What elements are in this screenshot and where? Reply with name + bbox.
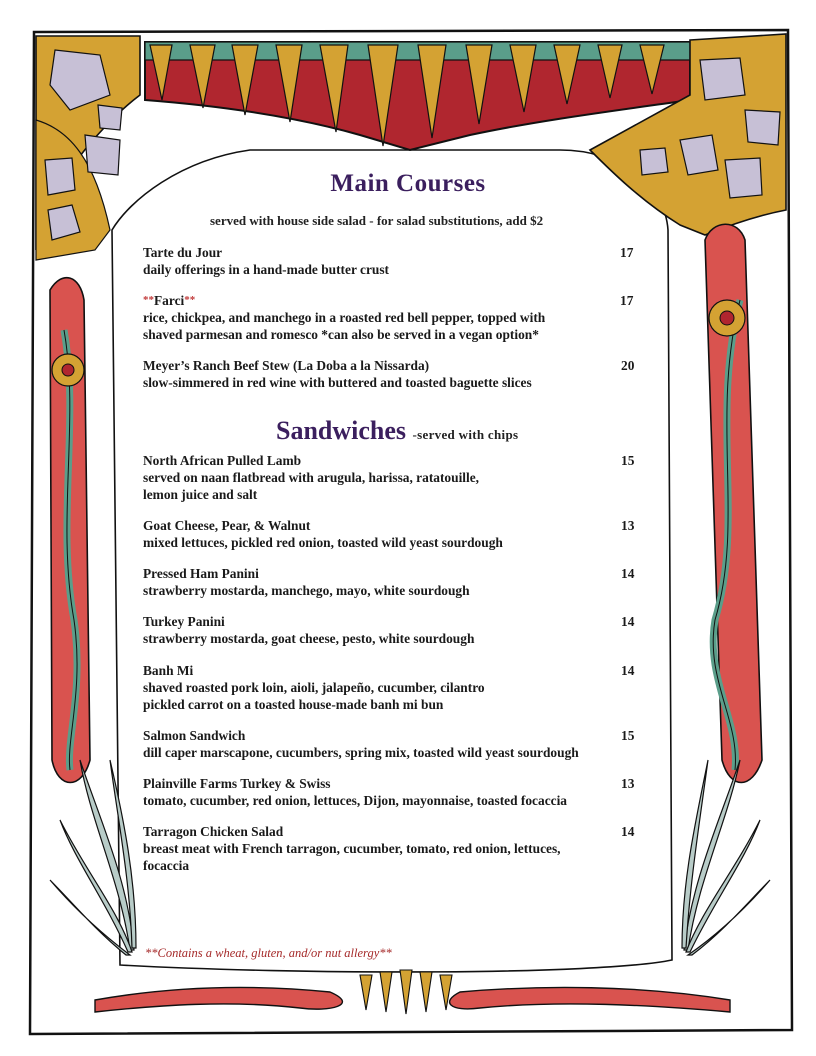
item-name: Plainville Farms Turkey & Swiss — [143, 776, 331, 791]
item-desc: daily offerings in a hand-made butter crust — [143, 262, 390, 277]
menu-item — [143, 823, 638, 874]
main-courses-title: Main Courses — [330, 170, 486, 197]
main-courses-subtitle: served with house side salad - for salad substitutions, add $2 — [210, 213, 544, 228]
menu-item — [143, 662, 638, 713]
menu-item — [143, 727, 653, 761]
item-desc: slow-simmered in red wine with buttered and toasted baguette slices — [143, 375, 532, 390]
item-desc: mixed lettuces, pickled red onion, toasted wild yeast sourdough — [143, 535, 503, 550]
sandwiches-title: Sandwiches — [276, 416, 407, 445]
item-desc: rice, chickpea, and manchego in a roasted red bell pepper, topped with shaved parmesan and romesco *can also be served in a vegan option* — [143, 310, 546, 342]
sandwiches-heading — [276, 416, 518, 446]
menu-item — [143, 452, 638, 503]
sandwiches-note: -served with chips — [412, 427, 519, 442]
item-desc: dill caper marscapone, cucumbers, spring mix, toasted wild yeast sourdough — [143, 745, 579, 760]
item-price: 14 — [621, 614, 635, 629]
item-name: Tarragon Chicken Salad — [143, 824, 284, 839]
menu-item — [143, 357, 638, 391]
item-desc: breast meat with French tarragon, cucumber, tomato, red onion, lettuces, focaccia — [143, 841, 561, 873]
menu-item — [143, 775, 653, 809]
item-price: 15 — [621, 453, 635, 468]
item-price: 17 — [620, 293, 634, 308]
top-banner — [145, 42, 690, 150]
item-price: 14 — [621, 663, 635, 678]
item-price: 15 — [621, 728, 635, 743]
agave-left — [50, 760, 136, 955]
menu-item — [143, 517, 638, 551]
item-name: Salmon Sandwich — [143, 728, 246, 743]
item-price: 14 — [621, 824, 635, 839]
item-price: 17 — [620, 245, 634, 260]
item-desc: strawberry mostarda, goat cheese, pesto, white sourdough — [143, 631, 475, 646]
item-desc: strawberry mostarda, manchego, mayo, white sourdough — [143, 583, 470, 598]
item-name: Tarte du Jour — [143, 245, 223, 260]
menu-item — [143, 244, 638, 278]
item-desc: served on naan flatbread with arugula, harissa, ratatouille, lemon juice and salt — [143, 470, 480, 502]
item-name: Banh Mi — [143, 663, 194, 678]
item-desc: shaved roasted pork loin, aioli, jalapeño, cucumber, cilantro pickled carrot on a toasted house-made banh mi bun — [143, 680, 485, 712]
item-name-row — [143, 292, 638, 309]
item-price: 13 — [621, 776, 635, 791]
item-name: Pressed Ham Panini — [143, 566, 259, 581]
allergy-note: **Contains a wheat, gluten, and/or nut allergy** — [145, 946, 392, 960]
allergy-marker: ** — [184, 294, 196, 306]
item-name: Goat Cheese, Pear, & Walnut — [143, 518, 311, 533]
item-name: Meyer’s Ranch Beef Stew (La Doba a la Nissarda) — [143, 358, 430, 373]
menu-item — [143, 613, 638, 647]
right-pillar — [705, 224, 762, 782]
item-price: 13 — [621, 518, 635, 533]
item-price: 20 — [621, 358, 635, 373]
menu-item — [143, 292, 638, 343]
agave-right — [682, 760, 770, 955]
bottom-banner — [95, 970, 730, 1014]
item-name: North African Pulled Lamb — [143, 453, 302, 468]
item-name: Farci — [154, 293, 185, 308]
menu-item — [143, 565, 638, 599]
item-name: Turkey Panini — [143, 614, 225, 629]
item-desc: tomato, cucumber, red onion, lettuces, Dijon, mayonnaise, toasted focaccia — [143, 793, 567, 808]
item-price: 14 — [621, 566, 635, 581]
allergy-marker: ** — [143, 294, 154, 306]
corner-top-left — [36, 36, 140, 260]
left-pillar — [50, 278, 90, 783]
